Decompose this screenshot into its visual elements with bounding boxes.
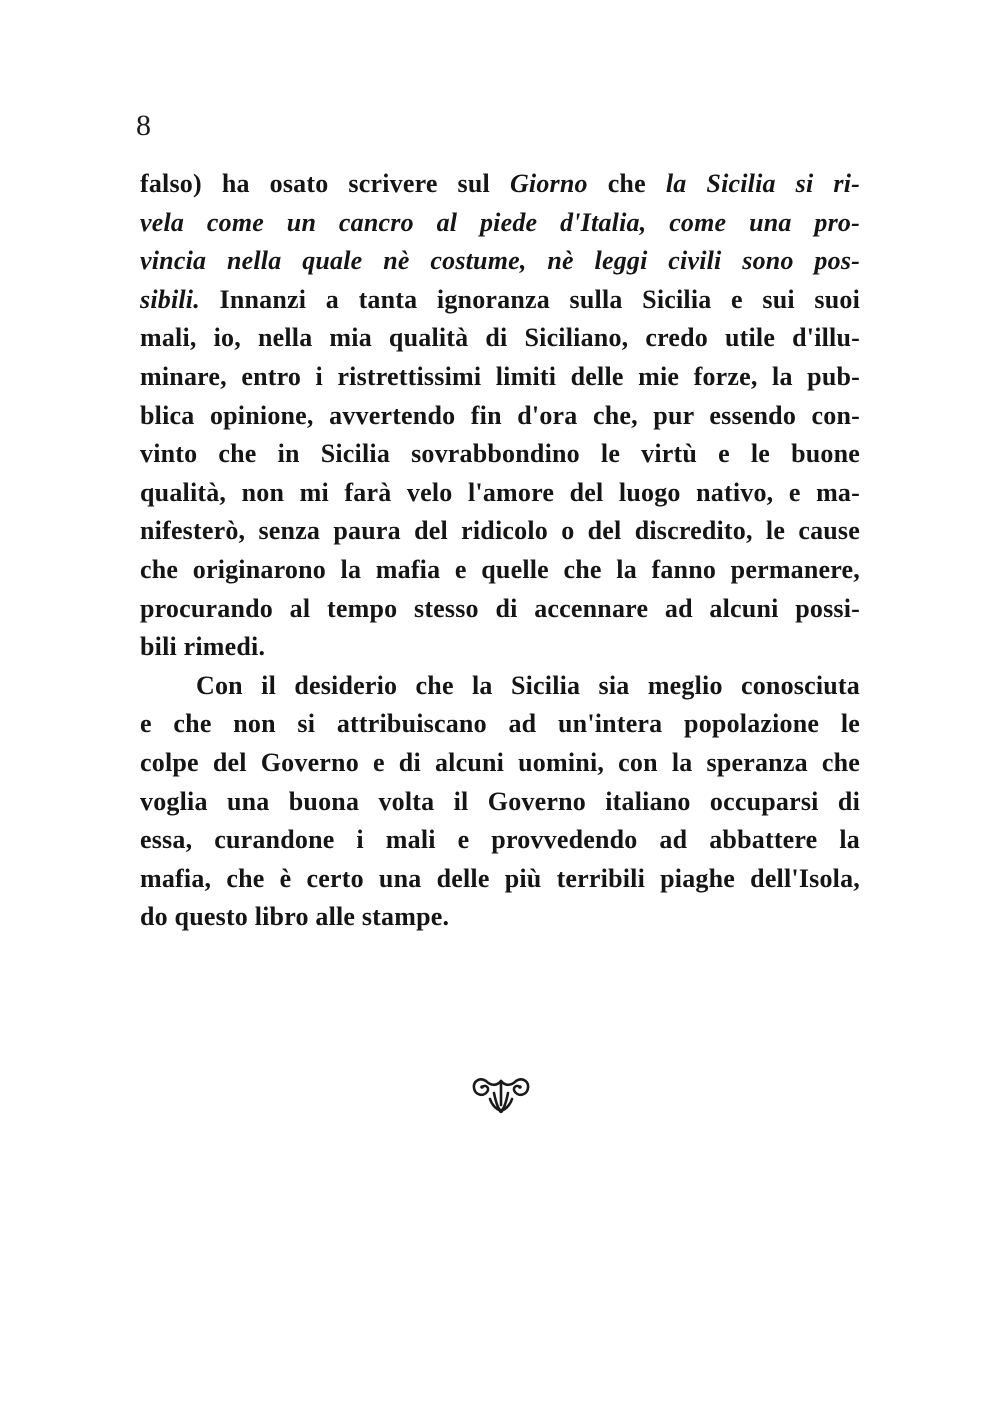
text-line [140,281,860,320]
text-line [140,242,860,281]
text-line [140,435,860,474]
text-line: Con il desiderio che la Sicilia sia meglio conosciuta [196,670,860,700]
text-line [140,474,860,513]
text-line [140,628,860,667]
text-segment: Innanzi a tanta ignoranza sulla Sicilia e sui suoi [199,284,860,314]
text-segment: che originarono la mafia e quelle che la fanno permanere, [140,554,860,584]
text-segment: minare, entro i ristrettissimi limiti delle mie forze, la pub- [140,361,860,391]
text-line [140,512,860,551]
text-segment: mali, io, nella mia qualità di Siciliano, credo utile d'illu- [140,323,860,353]
text-line [140,319,860,358]
text-segment-italic: Giorno [509,169,588,198]
page-number: 8 [136,109,151,142]
text-segment-italic: vela come un cancro al piede d'Italia, come una pro- [140,207,860,237]
text-segment: bili rimedi. [140,632,266,662]
fleuron-ornament-icon [470,1075,532,1115]
text-line: mafia, che è certo una delle più terribili piaghe dell'Isola, [140,863,860,893]
text-segment-italic: vincia nella quale nè costume, nè leggi civili sono pos- [140,246,860,276]
text-segment: qualità, non mi farà velo l'amore del luogo nativo, e ma- [140,477,860,507]
text-line [140,204,860,243]
text-segment: blica opinione, avvertendo fin d'ora che, pur essendo con- [140,400,860,430]
text-line [140,551,860,590]
text-segment: nifesterò, senza paura del ridicolo o del discredito, le cause [140,516,860,546]
text-line: e che non si attribuiscano ad un'intera popolazione le [140,709,860,739]
body-text [140,165,860,937]
text-line [140,397,860,436]
text-segment-italic: la Sicilia si ri- [665,169,860,198]
text-segment: procurando al tempo stesso di accennare ad alcuni possi- [140,593,860,623]
text-line [140,590,860,629]
text-line: colpe del Governo e di alcuni uomini, con la speranza che [140,747,860,777]
text-line [140,165,860,204]
text-line [140,358,860,397]
text-segment-italic: sibili. [140,284,200,314]
text-segment: falso) ha osato scrivere sul [140,169,510,198]
text-line: essa, curandone i mali e provvedendo ad abbattere la [140,825,860,855]
paragraph-1 [140,165,860,667]
text-segment: vinto che in Sicilia sovrabbondino le virtù e le buone [140,439,860,469]
text-segment: che [587,169,666,198]
text-line: voglia una buona volta il Governo italiano occuparsi di [140,786,860,816]
paragraph-2 [140,667,860,937]
text-line: do questo libro alle stampe. [140,902,450,932]
